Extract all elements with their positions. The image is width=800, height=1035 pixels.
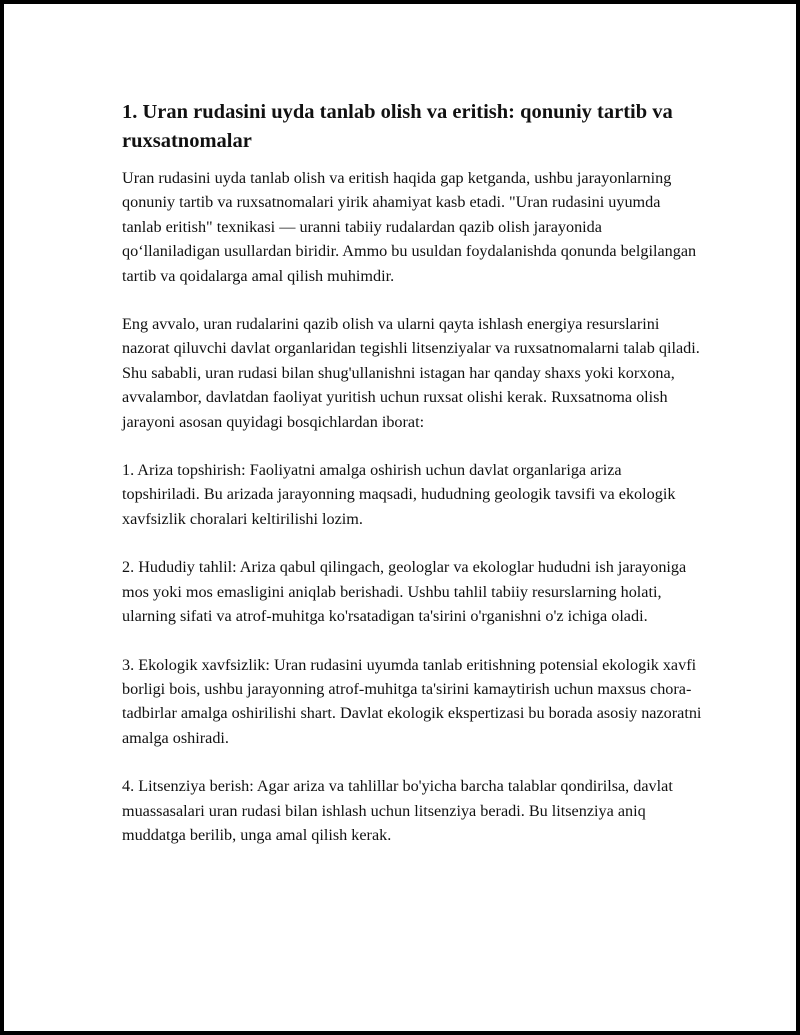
- step-ecological-safety-paragraph: 3. Ekologik xavfsizlik: Uran rudasini uyumda tanlab eritishning potensial ekologik xavfi borligi bois, ushbu jarayonning atrof-muhitga ta'sirini kamaytirish uchun maxsus chora-tadbirlar amalga oshirilishi shart. Davlat ekologik ekspertizasi bu borada asosiy nazoratni amalga oshiradi.: [122, 655, 702, 747]
- step-application-paragraph: 1. Ariza topshirish: Faoliyatni amalga oshirish uchun davlat organlariga ariza topshiriladi. Bu arizada jarayonning maqsadi, hududning geologik tavsifi va ekologik xavfsizlik choralari keltirilishi lozim.: [122, 461, 676, 528]
- step-regional-analysis-paragraph: 2. Hududiy tahlil: Ariza qabul qilingach, geologlar va ekologlar hududni ish jarayoniga mos yoki mos emasligini aniqlab berishadi. Ushbu tahlil tabiiy resurslarning holati, ularning sifati va atrof-muhitga ko'rsatadigan ta'sirini o'rganishni o'z ichiga oladi.: [122, 558, 687, 626]
- step-license-paragraph: 4. Litsenziya berish: Agar ariza va tahlillar bo'yicha barcha talablar qondirilsa, davlat muassasalari uran rudasi bilan ishlash uchun litsenziya beradi. Bu litsenziya aniq muddatga berilib, unga amal qilish kerak.: [122, 777, 673, 844]
- permits-paragraph: Eng avvalo, uran rudalarini qazib olish va ularni qayta ishlash energiya resurslarini nazorat qiluvchi davlat organlaridan tegishli litsenziyalar va ruxsatnomalarni talab qiladi. Shu sababli, uran rudasi bilan shug'ullanishni istagan har qanday shaxs yoki korxona, avvalambor, davlatdan faoliyat yuritish uchun ruxsat olishi kerak. Ruxsatnoma olish jarayoni asosan quyidagi bosqichlardan iborat:: [122, 315, 700, 431]
- document-content: [122, 98, 702, 871]
- intro-paragraph: Uran rudasini uyda tanlab olish va eritish haqida gap ketganda, ushbu jarayonlarning qonuniy tartib va ruxsatnomalari yirik ahamiyat kasb etadi. "Uran rudasini uyumda tanlab eritish" texnikasi — uranni tabiiy rudalardan qazib olish jarayonida qo‘llaniladigan usullardan biridir. Ammo bu usuldan foydalanishda qonunda belgilangan tartib va qoidalarga amal qilish muhimdir.: [122, 169, 697, 285]
- document-title: 1. Uran rudasini uyda tanlab olish va eritish: qonuniy tartib va ruxsatnomalar: [122, 101, 673, 152]
